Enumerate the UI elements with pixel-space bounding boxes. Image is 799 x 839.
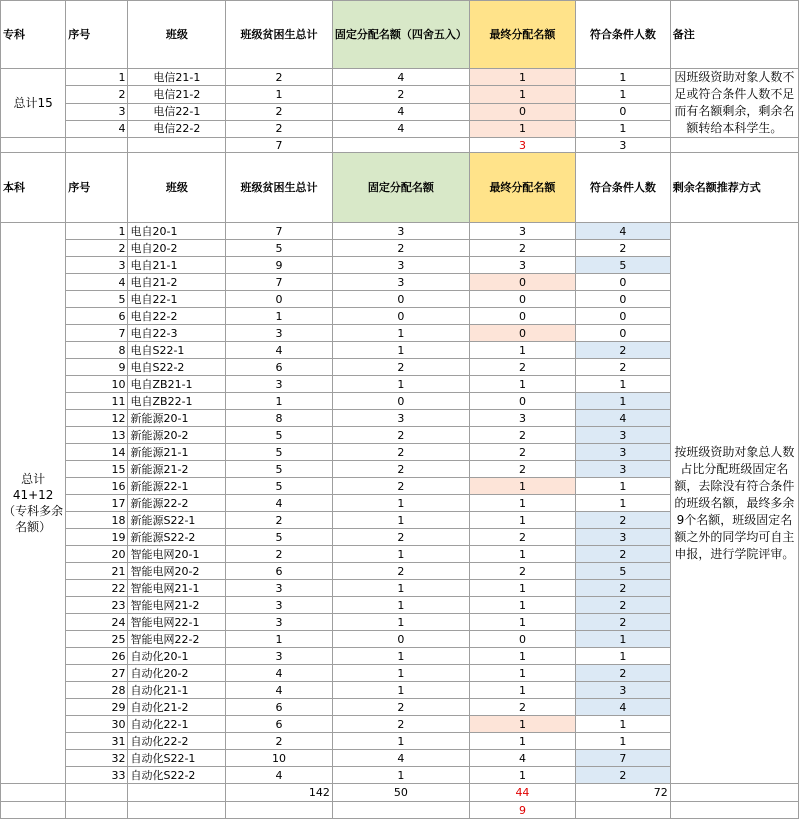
class-cell[interactable]: 电自20-1: [128, 223, 226, 240]
seq-cell[interactable]: 7: [66, 325, 128, 342]
fixed-cell[interactable]: 3: [332, 274, 469, 291]
fixed-cell[interactable]: 0: [332, 308, 469, 325]
final-cell[interactable]: 1: [469, 580, 575, 597]
final-cell[interactable]: 1: [469, 120, 575, 137]
benke-totals-row: [1, 784, 799, 802]
seq-cell[interactable]: 33: [66, 767, 128, 784]
eligible-cell[interactable]: 2: [576, 546, 671, 563]
total-cell[interactable]: 4: [226, 665, 333, 682]
seq-cell[interactable]: 13: [66, 427, 128, 444]
final-cell[interactable]: 2: [469, 427, 575, 444]
fixed-cell[interactable]: 1: [332, 614, 469, 631]
eligible-cell[interactable]: 1: [576, 478, 671, 495]
fixed-cell[interactable]: 2: [332, 716, 469, 733]
benke-fixed-sum[interactable]: 50: [332, 784, 469, 802]
fixed-cell[interactable]: 2: [332, 86, 469, 103]
seq-cell[interactable]: 28: [66, 682, 128, 699]
seq-cell[interactable]: 3: [66, 103, 128, 120]
total-cell[interactable]: 3: [226, 614, 333, 631]
fixed-cell[interactable]: 1: [332, 342, 469, 359]
benke-final-sum[interactable]: 44: [469, 784, 575, 802]
benke-total-header[interactable]: 班级贫困生总计: [226, 153, 333, 223]
zhuanke-data-row: [1, 69, 799, 86]
class-cell[interactable]: 电自21-2: [128, 274, 226, 291]
eligible-cell[interactable]: 5: [576, 257, 671, 274]
empty-cell[interactable]: [670, 138, 798, 153]
total-cell[interactable]: 8: [226, 410, 333, 427]
fixed-cell[interactable]: 1: [332, 597, 469, 614]
total-cell[interactable]: 0: [226, 291, 333, 308]
empty-cell[interactable]: [66, 138, 128, 153]
zhuanke-group-label[interactable]: 总计15: [1, 69, 66, 138]
seq-cell[interactable]: 24: [66, 614, 128, 631]
final-cell[interactable]: 2: [469, 359, 575, 376]
empty-cell[interactable]: [128, 802, 226, 819]
benke-extra-row: [1, 802, 799, 819]
final-cell[interactable]: 3: [469, 257, 575, 274]
zhuanke-remark-header[interactable]: 备注: [670, 1, 798, 69]
class-cell[interactable]: 电信21-1: [128, 69, 226, 86]
final-cell[interactable]: 0: [469, 631, 575, 648]
benke-eligible-header[interactable]: 符合条件人数: [576, 153, 671, 223]
benke-final-header[interactable]: 最终分配名额: [469, 153, 575, 223]
fixed-cell[interactable]: 1: [332, 767, 469, 784]
seq-cell[interactable]: 32: [66, 750, 128, 767]
benke-fixed-header[interactable]: 固定分配名额: [332, 153, 469, 223]
total-cell[interactable]: 3: [226, 325, 333, 342]
fixed-cell[interactable]: 4: [332, 69, 469, 86]
empty-cell[interactable]: [66, 784, 128, 802]
class-cell[interactable]: 智能电网21-1: [128, 580, 226, 597]
total-cell[interactable]: 3: [226, 648, 333, 665]
final-cell[interactable]: 2: [469, 699, 575, 716]
final-cell[interactable]: 0: [469, 393, 575, 410]
total-cell[interactable]: 3: [226, 580, 333, 597]
zhuanke-type-header[interactable]: 专科: [1, 1, 66, 69]
seq-cell[interactable]: 3: [66, 257, 128, 274]
eligible-cell[interactable]: 0: [576, 325, 671, 342]
benke-eligible-sum[interactable]: 72: [576, 784, 671, 802]
total-cell[interactable]: 4: [226, 767, 333, 784]
total-cell[interactable]: 2: [226, 103, 333, 120]
total-cell[interactable]: 7: [226, 223, 333, 240]
benke-header-row: [1, 153, 799, 223]
fixed-cell[interactable]: 4: [332, 750, 469, 767]
fixed-cell[interactable]: 0: [332, 291, 469, 308]
eligible-cell[interactable]: 2: [576, 240, 671, 257]
fixed-cell[interactable]: 1: [332, 665, 469, 682]
class-cell[interactable]: 新能源20-1: [128, 410, 226, 427]
final-cell[interactable]: 1: [469, 716, 575, 733]
fixed-cell[interactable]: 0: [332, 393, 469, 410]
fixed-cell[interactable]: 1: [332, 546, 469, 563]
total-cell[interactable]: 10: [226, 750, 333, 767]
eligible-cell[interactable]: 2: [576, 359, 671, 376]
empty-cell[interactable]: [576, 802, 671, 819]
zhuanke-remark-note[interactable]: 因班级资助对象人数不足或符合条件人数不足而有名额剩余，剩余名额转给本科学生。: [670, 69, 798, 138]
class-cell[interactable]: 电自S22-1: [128, 342, 226, 359]
class-cell[interactable]: 电自22-2: [128, 308, 226, 325]
zhuanke-totals-row: [1, 138, 799, 153]
eligible-cell[interactable]: 1: [576, 120, 671, 137]
eligible-cell[interactable]: 1: [576, 376, 671, 393]
total-cell[interactable]: 1: [226, 631, 333, 648]
total-cell[interactable]: 2: [226, 69, 333, 86]
benke-seq-header[interactable]: 序号: [66, 153, 128, 223]
zhuanke-final-sum[interactable]: 3: [469, 138, 575, 153]
final-cell[interactable]: 1: [469, 376, 575, 393]
seq-cell[interactable]: 27: [66, 665, 128, 682]
class-cell[interactable]: 智能电网20-1: [128, 546, 226, 563]
seq-cell[interactable]: 12: [66, 410, 128, 427]
seq-cell[interactable]: 19: [66, 529, 128, 546]
eligible-cell[interactable]: 0: [576, 103, 671, 120]
seq-cell[interactable]: 29: [66, 699, 128, 716]
class-cell[interactable]: 自动化S22-1: [128, 750, 226, 767]
class-cell[interactable]: 新能源S22-1: [128, 512, 226, 529]
eligible-cell[interactable]: 1: [576, 495, 671, 512]
total-cell[interactable]: 1: [226, 393, 333, 410]
empty-cell[interactable]: [1, 784, 66, 802]
final-cell[interactable]: 0: [469, 291, 575, 308]
eligible-cell[interactable]: 3: [576, 461, 671, 478]
eligible-cell[interactable]: 1: [576, 86, 671, 103]
final-cell[interactable]: 1: [469, 767, 575, 784]
eligible-cell[interactable]: 2: [576, 767, 671, 784]
benke-class-header[interactable]: 班级: [128, 153, 226, 223]
class-cell[interactable]: 新能源S22-2: [128, 529, 226, 546]
seq-cell[interactable]: 22: [66, 580, 128, 597]
seq-cell[interactable]: 11: [66, 393, 128, 410]
seq-cell[interactable]: 9: [66, 359, 128, 376]
fixed-cell[interactable]: 4: [332, 103, 469, 120]
seq-cell[interactable]: 25: [66, 631, 128, 648]
zhuanke-final-header[interactable]: 最终分配名额: [469, 1, 575, 69]
empty-cell[interactable]: [670, 802, 798, 819]
seq-cell[interactable]: 31: [66, 733, 128, 750]
total-cell[interactable]: 3: [226, 376, 333, 393]
empty-cell[interactable]: [1, 802, 66, 819]
eligible-cell[interactable]: 4: [576, 223, 671, 240]
final-cell[interactable]: 3: [469, 410, 575, 427]
benke-data-row: [1, 223, 799, 240]
fixed-cell[interactable]: 3: [332, 410, 469, 427]
class-cell[interactable]: 新能源22-2: [128, 495, 226, 512]
total-cell[interactable]: 1: [226, 308, 333, 325]
seq-cell[interactable]: 23: [66, 597, 128, 614]
eligible-cell[interactable]: 0: [576, 308, 671, 325]
fixed-cell[interactable]: 1: [332, 376, 469, 393]
fixed-cell[interactable]: 4: [332, 120, 469, 137]
final-cell[interactable]: 1: [469, 69, 575, 86]
final-cell[interactable]: 2: [469, 461, 575, 478]
final-cell[interactable]: 1: [469, 342, 575, 359]
class-cell[interactable]: 自动化20-1: [128, 648, 226, 665]
fixed-cell[interactable]: 2: [332, 699, 469, 716]
fixed-cell[interactable]: 2: [332, 359, 469, 376]
final-cell[interactable]: 2: [469, 529, 575, 546]
total-cell[interactable]: 4: [226, 682, 333, 699]
benke-remark-note[interactable]: 按班级资助对象总人数占比分配班级固定名额，去除没有符合条件的班级名额，最终多余9个名额，班级固定名额之外的同学均可自主申报，进行学院评审。: [670, 223, 798, 784]
fixed-cell[interactable]: 1: [332, 580, 469, 597]
eligible-cell[interactable]: 1: [576, 648, 671, 665]
fixed-cell[interactable]: 1: [332, 325, 469, 342]
fixed-cell[interactable]: 2: [332, 529, 469, 546]
empty-cell[interactable]: [332, 138, 469, 153]
seq-cell[interactable]: 5: [66, 291, 128, 308]
seq-cell[interactable]: 18: [66, 512, 128, 529]
final-cell[interactable]: 0: [469, 274, 575, 291]
fixed-cell[interactable]: 2: [332, 478, 469, 495]
benke-extra-final[interactable]: 9: [469, 802, 575, 819]
eligible-cell[interactable]: 1: [576, 716, 671, 733]
class-cell[interactable]: 电自S22-2: [128, 359, 226, 376]
eligible-cell[interactable]: 7: [576, 750, 671, 767]
final-cell[interactable]: 1: [469, 682, 575, 699]
fixed-cell[interactable]: 1: [332, 682, 469, 699]
eligible-cell[interactable]: 4: [576, 410, 671, 427]
eligible-cell[interactable]: 3: [576, 444, 671, 461]
class-cell[interactable]: 自动化21-1: [128, 682, 226, 699]
class-cell[interactable]: 新能源22-1: [128, 478, 226, 495]
fixed-cell[interactable]: 2: [332, 240, 469, 257]
eligible-cell[interactable]: 3: [576, 682, 671, 699]
eligible-cell[interactable]: 1: [576, 733, 671, 750]
seq-cell[interactable]: 14: [66, 444, 128, 461]
class-cell[interactable]: 智能电网21-2: [128, 597, 226, 614]
total-cell[interactable]: 5: [226, 240, 333, 257]
class-cell[interactable]: 电信22-1: [128, 103, 226, 120]
empty-cell[interactable]: [1, 138, 66, 153]
final-cell[interactable]: 0: [469, 308, 575, 325]
fixed-cell[interactable]: 3: [332, 223, 469, 240]
total-cell[interactable]: 4: [226, 495, 333, 512]
seq-cell[interactable]: 17: [66, 495, 128, 512]
zhuanke-seq-header[interactable]: 序号: [66, 1, 128, 69]
final-cell[interactable]: 1: [469, 597, 575, 614]
final-cell[interactable]: 1: [469, 546, 575, 563]
class-cell[interactable]: 自动化21-2: [128, 699, 226, 716]
eligible-cell[interactable]: 0: [576, 291, 671, 308]
total-cell[interactable]: 5: [226, 478, 333, 495]
eligible-cell[interactable]: 2: [576, 614, 671, 631]
class-cell[interactable]: 电自22-3: [128, 325, 226, 342]
final-cell[interactable]: 0: [469, 325, 575, 342]
class-cell[interactable]: 自动化22-2: [128, 733, 226, 750]
empty-cell[interactable]: [128, 138, 226, 153]
empty-cell[interactable]: [66, 802, 128, 819]
benke-total-sum[interactable]: 142: [226, 784, 333, 802]
seq-cell[interactable]: 26: [66, 648, 128, 665]
class-cell[interactable]: 电信22-2: [128, 120, 226, 137]
total-cell[interactable]: 2: [226, 512, 333, 529]
class-cell[interactable]: 电自ZB22-1: [128, 393, 226, 410]
final-cell[interactable]: 4: [469, 750, 575, 767]
eligible-cell[interactable]: 2: [576, 342, 671, 359]
final-cell[interactable]: 1: [469, 614, 575, 631]
total-cell[interactable]: 1: [226, 86, 333, 103]
benke-type-header[interactable]: 本科: [1, 153, 66, 223]
final-cell[interactable]: 2: [469, 444, 575, 461]
seq-cell[interactable]: 8: [66, 342, 128, 359]
seq-cell[interactable]: 10: [66, 376, 128, 393]
fixed-cell[interactable]: 1: [332, 495, 469, 512]
class-cell[interactable]: 自动化22-1: [128, 716, 226, 733]
fixed-cell[interactable]: 2: [332, 427, 469, 444]
fixed-cell[interactable]: 3: [332, 257, 469, 274]
total-cell[interactable]: 3: [226, 597, 333, 614]
seq-cell[interactable]: 30: [66, 716, 128, 733]
seq-cell[interactable]: 4: [66, 120, 128, 137]
final-cell[interactable]: 1: [469, 86, 575, 103]
zhuanke-class-header[interactable]: 班级: [128, 1, 226, 69]
total-cell[interactable]: 6: [226, 563, 333, 580]
seq-cell[interactable]: 16: [66, 478, 128, 495]
benke-group-label[interactable]: 总计41+12（专科多余名额）: [1, 223, 66, 784]
total-cell[interactable]: 5: [226, 427, 333, 444]
class-cell[interactable]: 智能电网20-2: [128, 563, 226, 580]
eligible-cell[interactable]: 5: [576, 563, 671, 580]
zhuanke-fixed-header[interactable]: 固定分配名额（四舍五入）: [332, 1, 469, 69]
seq-cell[interactable]: 1: [66, 69, 128, 86]
seq-cell[interactable]: 2: [66, 240, 128, 257]
class-cell[interactable]: 电自20-2: [128, 240, 226, 257]
fixed-cell[interactable]: 1: [332, 648, 469, 665]
empty-cell[interactable]: [332, 802, 469, 819]
seq-cell[interactable]: 4: [66, 274, 128, 291]
eligible-cell[interactable]: 2: [576, 580, 671, 597]
final-cell[interactable]: 3: [469, 223, 575, 240]
total-cell[interactable]: 4: [226, 342, 333, 359]
class-cell[interactable]: 电自22-1: [128, 291, 226, 308]
eligible-cell[interactable]: 1: [576, 393, 671, 410]
fixed-cell[interactable]: 2: [332, 444, 469, 461]
class-cell[interactable]: 新能源21-2: [128, 461, 226, 478]
final-cell[interactable]: 0: [469, 103, 575, 120]
total-cell[interactable]: 2: [226, 546, 333, 563]
class-cell[interactable]: 新能源20-2: [128, 427, 226, 444]
total-cell[interactable]: 5: [226, 444, 333, 461]
zhuanke-header-row: [1, 1, 799, 69]
eligible-cell[interactable]: 3: [576, 529, 671, 546]
empty-cell[interactable]: [226, 802, 333, 819]
total-cell[interactable]: 6: [226, 699, 333, 716]
final-cell[interactable]: 1: [469, 733, 575, 750]
final-cell[interactable]: 2: [469, 240, 575, 257]
class-cell[interactable]: 智能电网22-2: [128, 631, 226, 648]
total-cell[interactable]: 9: [226, 257, 333, 274]
eligible-cell[interactable]: 0: [576, 274, 671, 291]
total-cell[interactable]: 2: [226, 120, 333, 137]
fixed-cell[interactable]: 2: [332, 563, 469, 580]
class-cell[interactable]: 新能源21-1: [128, 444, 226, 461]
zhuanke-total-header[interactable]: 班级贫困生总计: [226, 1, 333, 69]
seq-cell[interactable]: 1: [66, 223, 128, 240]
eligible-cell[interactable]: 2: [576, 512, 671, 529]
zhuanke-total-sum[interactable]: 7: [226, 138, 333, 153]
eligible-cell[interactable]: 2: [576, 665, 671, 682]
final-cell[interactable]: 1: [469, 648, 575, 665]
class-cell[interactable]: 电自21-1: [128, 257, 226, 274]
empty-cell[interactable]: [670, 784, 798, 802]
empty-cell[interactable]: [128, 784, 226, 802]
final-cell[interactable]: 1: [469, 512, 575, 529]
zhuanke-eligible-sum[interactable]: 3: [576, 138, 671, 153]
final-cell[interactable]: 2: [469, 563, 575, 580]
total-cell[interactable]: 7: [226, 274, 333, 291]
eligible-cell[interactable]: 1: [576, 631, 671, 648]
class-cell[interactable]: 电信21-2: [128, 86, 226, 103]
fixed-cell[interactable]: 1: [332, 512, 469, 529]
class-cell[interactable]: 智能电网22-1: [128, 614, 226, 631]
eligible-cell[interactable]: 1: [576, 69, 671, 86]
total-cell[interactable]: 6: [226, 359, 333, 376]
fixed-cell[interactable]: 1: [332, 733, 469, 750]
seq-cell[interactable]: 21: [66, 563, 128, 580]
final-cell[interactable]: 1: [469, 478, 575, 495]
seq-cell[interactable]: 20: [66, 546, 128, 563]
final-cell[interactable]: 1: [469, 665, 575, 682]
eligible-cell[interactable]: 2: [576, 597, 671, 614]
fixed-cell[interactable]: 0: [332, 631, 469, 648]
benke-remark-header[interactable]: 剩余名额推荐方式: [670, 153, 798, 223]
class-cell[interactable]: 自动化S22-2: [128, 767, 226, 784]
total-cell[interactable]: 5: [226, 529, 333, 546]
final-cell[interactable]: 1: [469, 495, 575, 512]
zhuanke-eligible-header[interactable]: 符合条件人数: [576, 1, 671, 69]
seq-cell[interactable]: 2: [66, 86, 128, 103]
total-cell[interactable]: 6: [226, 716, 333, 733]
total-cell[interactable]: 2: [226, 733, 333, 750]
class-cell[interactable]: 自动化20-2: [128, 665, 226, 682]
eligible-cell[interactable]: 3: [576, 427, 671, 444]
eligible-cell[interactable]: 4: [576, 699, 671, 716]
seq-cell[interactable]: 15: [66, 461, 128, 478]
fixed-cell[interactable]: 2: [332, 461, 469, 478]
class-cell[interactable]: 电自ZB21-1: [128, 376, 226, 393]
total-cell[interactable]: 5: [226, 461, 333, 478]
seq-cell[interactable]: 6: [66, 308, 128, 325]
